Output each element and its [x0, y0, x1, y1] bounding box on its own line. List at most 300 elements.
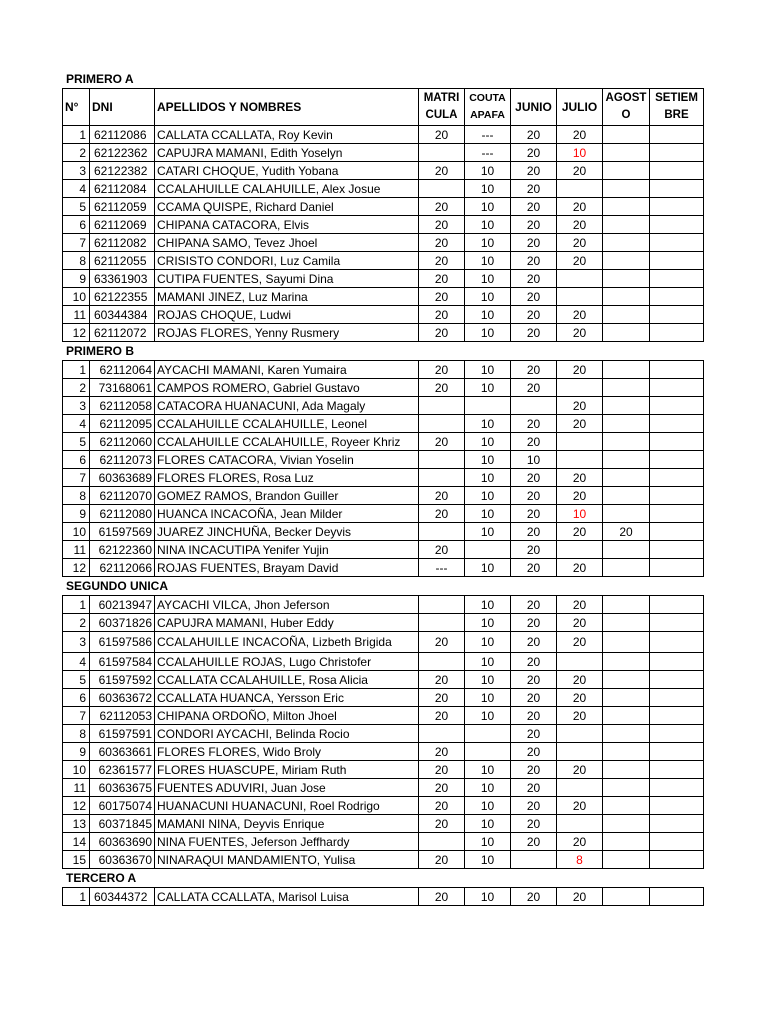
- table-row: [63, 743, 704, 761]
- row-julio: [557, 541, 603, 559]
- row-dni: 60363672: [90, 689, 155, 707]
- header-setiembre-line: BRE: [664, 109, 689, 121]
- row-julio: 20: [557, 397, 603, 415]
- row-agosto: [603, 198, 650, 216]
- row-setiembre: [650, 216, 704, 234]
- row-agosto: [603, 743, 650, 761]
- row-agosto: [603, 596, 650, 614]
- row-setiembre: [650, 797, 704, 815]
- row-name: ROJAS FLORES, Yenny Rusmery: [155, 324, 419, 342]
- row-name: CRISISTO CONDORI, Luz Camila: [155, 252, 419, 270]
- row-number: 11: [63, 306, 90, 324]
- row-number: 6: [63, 689, 90, 707]
- row-cuota: 10: [465, 689, 511, 707]
- row-name: CAPUJRA MAMANI, Huber Eddy: [155, 614, 419, 632]
- header-matricula-line: MATRI: [423, 92, 460, 104]
- row-matricula: [419, 451, 465, 469]
- row-number: 1: [63, 888, 90, 906]
- row-number: 2: [63, 614, 90, 632]
- row-matricula: 20: [419, 126, 465, 144]
- row-number: 6: [63, 451, 90, 469]
- row-cuota: 10: [465, 361, 511, 379]
- row-agosto: [603, 306, 650, 324]
- table-row: [63, 505, 704, 523]
- row-matricula: ---: [419, 559, 465, 577]
- table-row: [63, 596, 704, 614]
- row-julio: [557, 433, 603, 451]
- table-row: [63, 797, 704, 815]
- row-dni: 62112066: [90, 559, 155, 577]
- table-row: [63, 653, 704, 671]
- row-setiembre: [650, 288, 704, 306]
- table-row: [63, 415, 704, 433]
- row-junio: [511, 397, 557, 415]
- row-matricula: 20: [419, 632, 465, 653]
- table-row: [63, 523, 704, 541]
- row-agosto: [603, 614, 650, 632]
- row-junio: 20: [511, 379, 557, 397]
- row-agosto: [603, 451, 650, 469]
- row-dni: 61597591: [90, 725, 155, 743]
- row-setiembre: [650, 252, 704, 270]
- row-name: CCALAHUILLE CCALAHUILLE, Leonel: [155, 415, 419, 433]
- row-matricula: 20: [419, 797, 465, 815]
- row-junio: 20: [511, 180, 557, 198]
- row-cuota: 10: [465, 559, 511, 577]
- row-junio: 20: [511, 144, 557, 162]
- row-name: CUTIPA FUENTES, Sayumi Dina: [155, 270, 419, 288]
- row-dni: 60344372: [90, 888, 155, 906]
- row-name: CALLATA CCALLATA, Roy Kevin: [155, 126, 419, 144]
- table-row: [63, 815, 704, 833]
- row-matricula: 20: [419, 198, 465, 216]
- row-agosto: [603, 469, 650, 487]
- row-cuota: 10: [465, 833, 511, 851]
- row-name: HUANCA INCACOÑA, Jean Milder: [155, 505, 419, 523]
- row-cuota: 10: [465, 596, 511, 614]
- row-name: CATACORA HUANACUNI, Ada Magaly: [155, 397, 419, 415]
- row-dni: 60371845: [90, 815, 155, 833]
- row-agosto: [603, 851, 650, 869]
- row-dni: 62112058: [90, 397, 155, 415]
- row-dni: 60363675: [90, 779, 155, 797]
- row-agosto: 20: [603, 523, 650, 541]
- table-row: [63, 126, 704, 144]
- row-cuota: 10: [465, 505, 511, 523]
- row-cuota: 10: [465, 761, 511, 779]
- table-row: [63, 541, 704, 559]
- row-setiembre: [650, 614, 704, 632]
- row-cuota: 10: [465, 888, 511, 906]
- row-junio: 20: [511, 415, 557, 433]
- row-julio: 20: [557, 707, 603, 725]
- row-agosto: [603, 505, 650, 523]
- row-dni: 62112084: [90, 180, 155, 198]
- row-agosto: [603, 725, 650, 743]
- row-julio: 20: [557, 559, 603, 577]
- row-number: 15: [63, 851, 90, 869]
- header-agosto-line: AGOST: [605, 92, 647, 104]
- row-julio: 10: [557, 505, 603, 523]
- row-cuota: [465, 743, 511, 761]
- row-junio: 20: [511, 306, 557, 324]
- row-agosto: [603, 324, 650, 342]
- row-matricula: [419, 596, 465, 614]
- row-name: CCALLATA HUANCA, Yersson Eric: [155, 689, 419, 707]
- row-number: 5: [63, 433, 90, 451]
- row-agosto: [603, 797, 650, 815]
- row-junio: [511, 851, 557, 869]
- row-name: JUAREZ JINCHUÑA, Becker Deyvis: [155, 523, 419, 541]
- header-setiembre: [650, 89, 704, 126]
- row-dni: 62122360: [90, 541, 155, 559]
- row-cuota: 10: [465, 707, 511, 725]
- table-row: [63, 689, 704, 707]
- row-setiembre: [650, 397, 704, 415]
- row-dni: 60363689: [90, 469, 155, 487]
- row-setiembre: [650, 324, 704, 342]
- row-setiembre: [650, 234, 704, 252]
- row-name: CAMPOS ROMERO, Gabriel Gustavo: [155, 379, 419, 397]
- row-matricula: [419, 725, 465, 743]
- row-number: 8: [63, 252, 90, 270]
- row-julio: [557, 270, 603, 288]
- row-cuota: 10: [465, 487, 511, 505]
- section-table: [62, 595, 704, 869]
- row-julio: 20: [557, 671, 603, 689]
- table-row: [63, 361, 704, 379]
- row-setiembre: [650, 198, 704, 216]
- row-setiembre: [650, 541, 704, 559]
- row-matricula: 20: [419, 487, 465, 505]
- row-name: CONDORI AYCACHI, Belinda Rocio: [155, 725, 419, 743]
- row-junio: 10: [511, 451, 557, 469]
- row-name: NINA INCACUTIPA Yenifer Yujin: [155, 541, 419, 559]
- row-setiembre: [650, 743, 704, 761]
- row-junio: 20: [511, 270, 557, 288]
- row-number: 13: [63, 815, 90, 833]
- table-row: [63, 725, 704, 743]
- row-name: FLORES HUASCUPE, Miriam Ruth: [155, 761, 419, 779]
- row-agosto: [603, 252, 650, 270]
- row-number: 10: [63, 288, 90, 306]
- row-matricula: 20: [419, 743, 465, 761]
- section-table: [62, 360, 704, 577]
- row-cuota: 10: [465, 797, 511, 815]
- row-name: HUANACUNI HUANACUNI, Roel Rodrigo: [155, 797, 419, 815]
- header-row: [63, 89, 704, 126]
- row-julio: 20: [557, 761, 603, 779]
- row-julio: [557, 180, 603, 198]
- row-name: GOMEZ RAMOS, Brandon Guiller: [155, 487, 419, 505]
- row-matricula: 20: [419, 761, 465, 779]
- row-junio: 20: [511, 689, 557, 707]
- row-cuota: 10: [465, 216, 511, 234]
- table-row: [63, 306, 704, 324]
- row-name: MAMANI NINA, Deyvis Enrique: [155, 815, 419, 833]
- row-cuota: 10: [465, 324, 511, 342]
- row-number: 8: [63, 487, 90, 505]
- row-matricula: 20: [419, 689, 465, 707]
- row-cuota: 10: [465, 671, 511, 689]
- table-row: [63, 397, 704, 415]
- section-title: TERCERO A: [66, 871, 137, 885]
- row-julio: 20: [557, 632, 603, 653]
- row-number: 3: [63, 162, 90, 180]
- header-name: APELLIDOS Y NOMBRES: [155, 89, 419, 126]
- table-row: [63, 180, 704, 198]
- row-setiembre: [650, 162, 704, 180]
- section-title: SEGUNDO UNICA: [66, 579, 169, 593]
- row-name: FLORES CATACORA, Vivian Yoselin: [155, 451, 419, 469]
- row-julio: 20: [557, 361, 603, 379]
- row-cuota: 10: [465, 379, 511, 397]
- row-name: AYCACHI VILCA, Jhon Jeferson: [155, 596, 419, 614]
- row-setiembre: [650, 725, 704, 743]
- row-number: 5: [63, 198, 90, 216]
- row-name: CCALAHUILLE ROJAS, Lugo Christofer: [155, 653, 419, 671]
- row-junio: 20: [511, 632, 557, 653]
- row-julio: 20: [557, 888, 603, 906]
- row-matricula: 20: [419, 671, 465, 689]
- row-junio: 20: [511, 725, 557, 743]
- row-julio: [557, 743, 603, 761]
- row-setiembre: [650, 523, 704, 541]
- row-julio: 20: [557, 833, 603, 851]
- header-cuota: [465, 89, 511, 126]
- row-name: FLORES FLORES, Rosa Luz: [155, 469, 419, 487]
- row-agosto: [603, 415, 650, 433]
- row-agosto: [603, 234, 650, 252]
- row-julio: 20: [557, 523, 603, 541]
- row-matricula: 20: [419, 288, 465, 306]
- row-cuota: [465, 397, 511, 415]
- row-cuota: ---: [465, 144, 511, 162]
- row-name: CHIPANA CATACORA, Elvis: [155, 216, 419, 234]
- row-matricula: 20: [419, 252, 465, 270]
- row-cuota: ---: [465, 126, 511, 144]
- row-dni: 62112095: [90, 415, 155, 433]
- row-name: AYCACHI MAMANI, Karen Yumaira: [155, 361, 419, 379]
- row-name: NINA FUENTES, Jeferson Jeffhardy: [155, 833, 419, 851]
- row-matricula: 20: [419, 707, 465, 725]
- row-setiembre: [650, 451, 704, 469]
- row-agosto: [603, 216, 650, 234]
- row-agosto: [603, 833, 650, 851]
- row-julio: [557, 653, 603, 671]
- row-cuota: 10: [465, 451, 511, 469]
- row-junio: 20: [511, 216, 557, 234]
- row-junio: 20: [511, 707, 557, 725]
- table-row: [63, 614, 704, 632]
- row-dni: 62112072: [90, 324, 155, 342]
- row-setiembre: [650, 144, 704, 162]
- row-matricula: [419, 523, 465, 541]
- row-matricula: [419, 397, 465, 415]
- row-agosto: [603, 126, 650, 144]
- row-agosto: [603, 379, 650, 397]
- row-julio: 20: [557, 614, 603, 632]
- row-setiembre: [650, 815, 704, 833]
- row-dni: 60363661: [90, 743, 155, 761]
- row-matricula: 20: [419, 815, 465, 833]
- row-matricula: 20: [419, 433, 465, 451]
- row-dni: 62112082: [90, 234, 155, 252]
- row-dni: 60363690: [90, 833, 155, 851]
- row-setiembre: [650, 596, 704, 614]
- row-agosto: [603, 888, 650, 906]
- row-matricula: 20: [419, 234, 465, 252]
- table-row: [63, 216, 704, 234]
- row-cuota: 10: [465, 815, 511, 833]
- header-matricula-line: CULA: [425, 109, 458, 121]
- row-setiembre: [650, 653, 704, 671]
- row-matricula: [419, 653, 465, 671]
- row-number: 6: [63, 216, 90, 234]
- row-julio: [557, 451, 603, 469]
- row-number: 8: [63, 725, 90, 743]
- row-name: CCALAHUILLE CCALAHUILLE, Royeer Khriz: [155, 433, 419, 451]
- row-julio: 20: [557, 324, 603, 342]
- section-table: [62, 88, 704, 342]
- table-row: [63, 252, 704, 270]
- row-agosto: [603, 361, 650, 379]
- row-dni: 61597592: [90, 671, 155, 689]
- row-junio: 20: [511, 833, 557, 851]
- row-name: CATARI CHOQUE, Yudith Yobana: [155, 162, 419, 180]
- row-cuota: 10: [465, 469, 511, 487]
- header-cuota-line: COUTA: [469, 92, 506, 104]
- row-agosto: [603, 653, 650, 671]
- row-agosto: [603, 487, 650, 505]
- header-dni: DNI: [90, 89, 155, 126]
- row-junio: 20: [511, 361, 557, 379]
- row-dni: 62361577: [90, 761, 155, 779]
- row-number: 7: [63, 707, 90, 725]
- row-number: 9: [63, 743, 90, 761]
- row-agosto: [603, 707, 650, 725]
- row-name: NINARAQUI MANDAMIENTO, Yulisa: [155, 851, 419, 869]
- row-matricula: 20: [419, 779, 465, 797]
- row-agosto: [603, 144, 650, 162]
- row-julio: 20: [557, 198, 603, 216]
- row-dni: 60213947: [90, 596, 155, 614]
- row-dni: 62112070: [90, 487, 155, 505]
- row-number: 4: [63, 415, 90, 433]
- header-matricula: [419, 89, 465, 126]
- row-matricula: 20: [419, 541, 465, 559]
- row-dni: 62112069: [90, 216, 155, 234]
- row-junio: 20: [511, 234, 557, 252]
- table-row: [63, 288, 704, 306]
- row-setiembre: [650, 632, 704, 653]
- row-julio: 20: [557, 415, 603, 433]
- row-number: 4: [63, 180, 90, 198]
- row-dni: 62112055: [90, 252, 155, 270]
- row-setiembre: [650, 671, 704, 689]
- row-dni: 61597586: [90, 632, 155, 653]
- row-agosto: [603, 632, 650, 653]
- table-row: [63, 707, 704, 725]
- row-julio: 20: [557, 162, 603, 180]
- row-junio: 20: [511, 469, 557, 487]
- row-matricula: 20: [419, 216, 465, 234]
- row-matricula: 20: [419, 270, 465, 288]
- row-julio: 20: [557, 306, 603, 324]
- row-number: 12: [63, 324, 90, 342]
- row-junio: 20: [511, 433, 557, 451]
- row-setiembre: [650, 306, 704, 324]
- row-junio: 20: [511, 252, 557, 270]
- row-julio: [557, 815, 603, 833]
- row-agosto: [603, 815, 650, 833]
- row-junio: 20: [511, 671, 557, 689]
- row-number: 2: [63, 379, 90, 397]
- row-name: FUENTES ADUVIRI, Juan Jose: [155, 779, 419, 797]
- table-row: [63, 270, 704, 288]
- row-cuota: 10: [465, 162, 511, 180]
- row-julio: 20: [557, 234, 603, 252]
- row-julio: 20: [557, 689, 603, 707]
- row-number: 11: [63, 779, 90, 797]
- table-row: [63, 162, 704, 180]
- row-number: 1: [63, 126, 90, 144]
- row-dni: 62112053: [90, 707, 155, 725]
- row-setiembre: [650, 361, 704, 379]
- row-setiembre: [650, 779, 704, 797]
- row-dni: 62112064: [90, 361, 155, 379]
- row-number: 9: [63, 505, 90, 523]
- table-row: [63, 451, 704, 469]
- section-table: [62, 887, 704, 906]
- row-matricula: 20: [419, 324, 465, 342]
- row-matricula: 20: [419, 361, 465, 379]
- row-junio: 20: [511, 888, 557, 906]
- row-julio: 20: [557, 126, 603, 144]
- row-julio: 20: [557, 469, 603, 487]
- section-title: PRIMERO A: [66, 72, 134, 86]
- row-cuota: 10: [465, 198, 511, 216]
- row-dni: 60363670: [90, 851, 155, 869]
- row-setiembre: [650, 469, 704, 487]
- row-name: CAPUJRA MAMANI, Edith Yoselyn: [155, 144, 419, 162]
- table-row: [63, 433, 704, 451]
- row-julio: 8: [557, 851, 603, 869]
- row-agosto: [603, 162, 650, 180]
- row-cuota: 10: [465, 433, 511, 451]
- row-cuota: 10: [465, 288, 511, 306]
- row-cuota: 10: [465, 523, 511, 541]
- table-row: [63, 469, 704, 487]
- row-name: MAMANI JINEZ, Luz Marina: [155, 288, 419, 306]
- row-setiembre: [650, 888, 704, 906]
- row-julio: [557, 288, 603, 306]
- row-cuota: 10: [465, 653, 511, 671]
- row-julio: [557, 779, 603, 797]
- table-row: [63, 379, 704, 397]
- row-matricula: 20: [419, 851, 465, 869]
- row-cuota: 10: [465, 614, 511, 632]
- row-julio: 20: [557, 596, 603, 614]
- row-dni: 62112073: [90, 451, 155, 469]
- row-number: 5: [63, 671, 90, 689]
- row-junio: 20: [511, 324, 557, 342]
- table-row: [63, 761, 704, 779]
- row-junio: 20: [511, 126, 557, 144]
- row-number: 7: [63, 469, 90, 487]
- row-dni: 62112080: [90, 505, 155, 523]
- row-cuota: 10: [465, 632, 511, 653]
